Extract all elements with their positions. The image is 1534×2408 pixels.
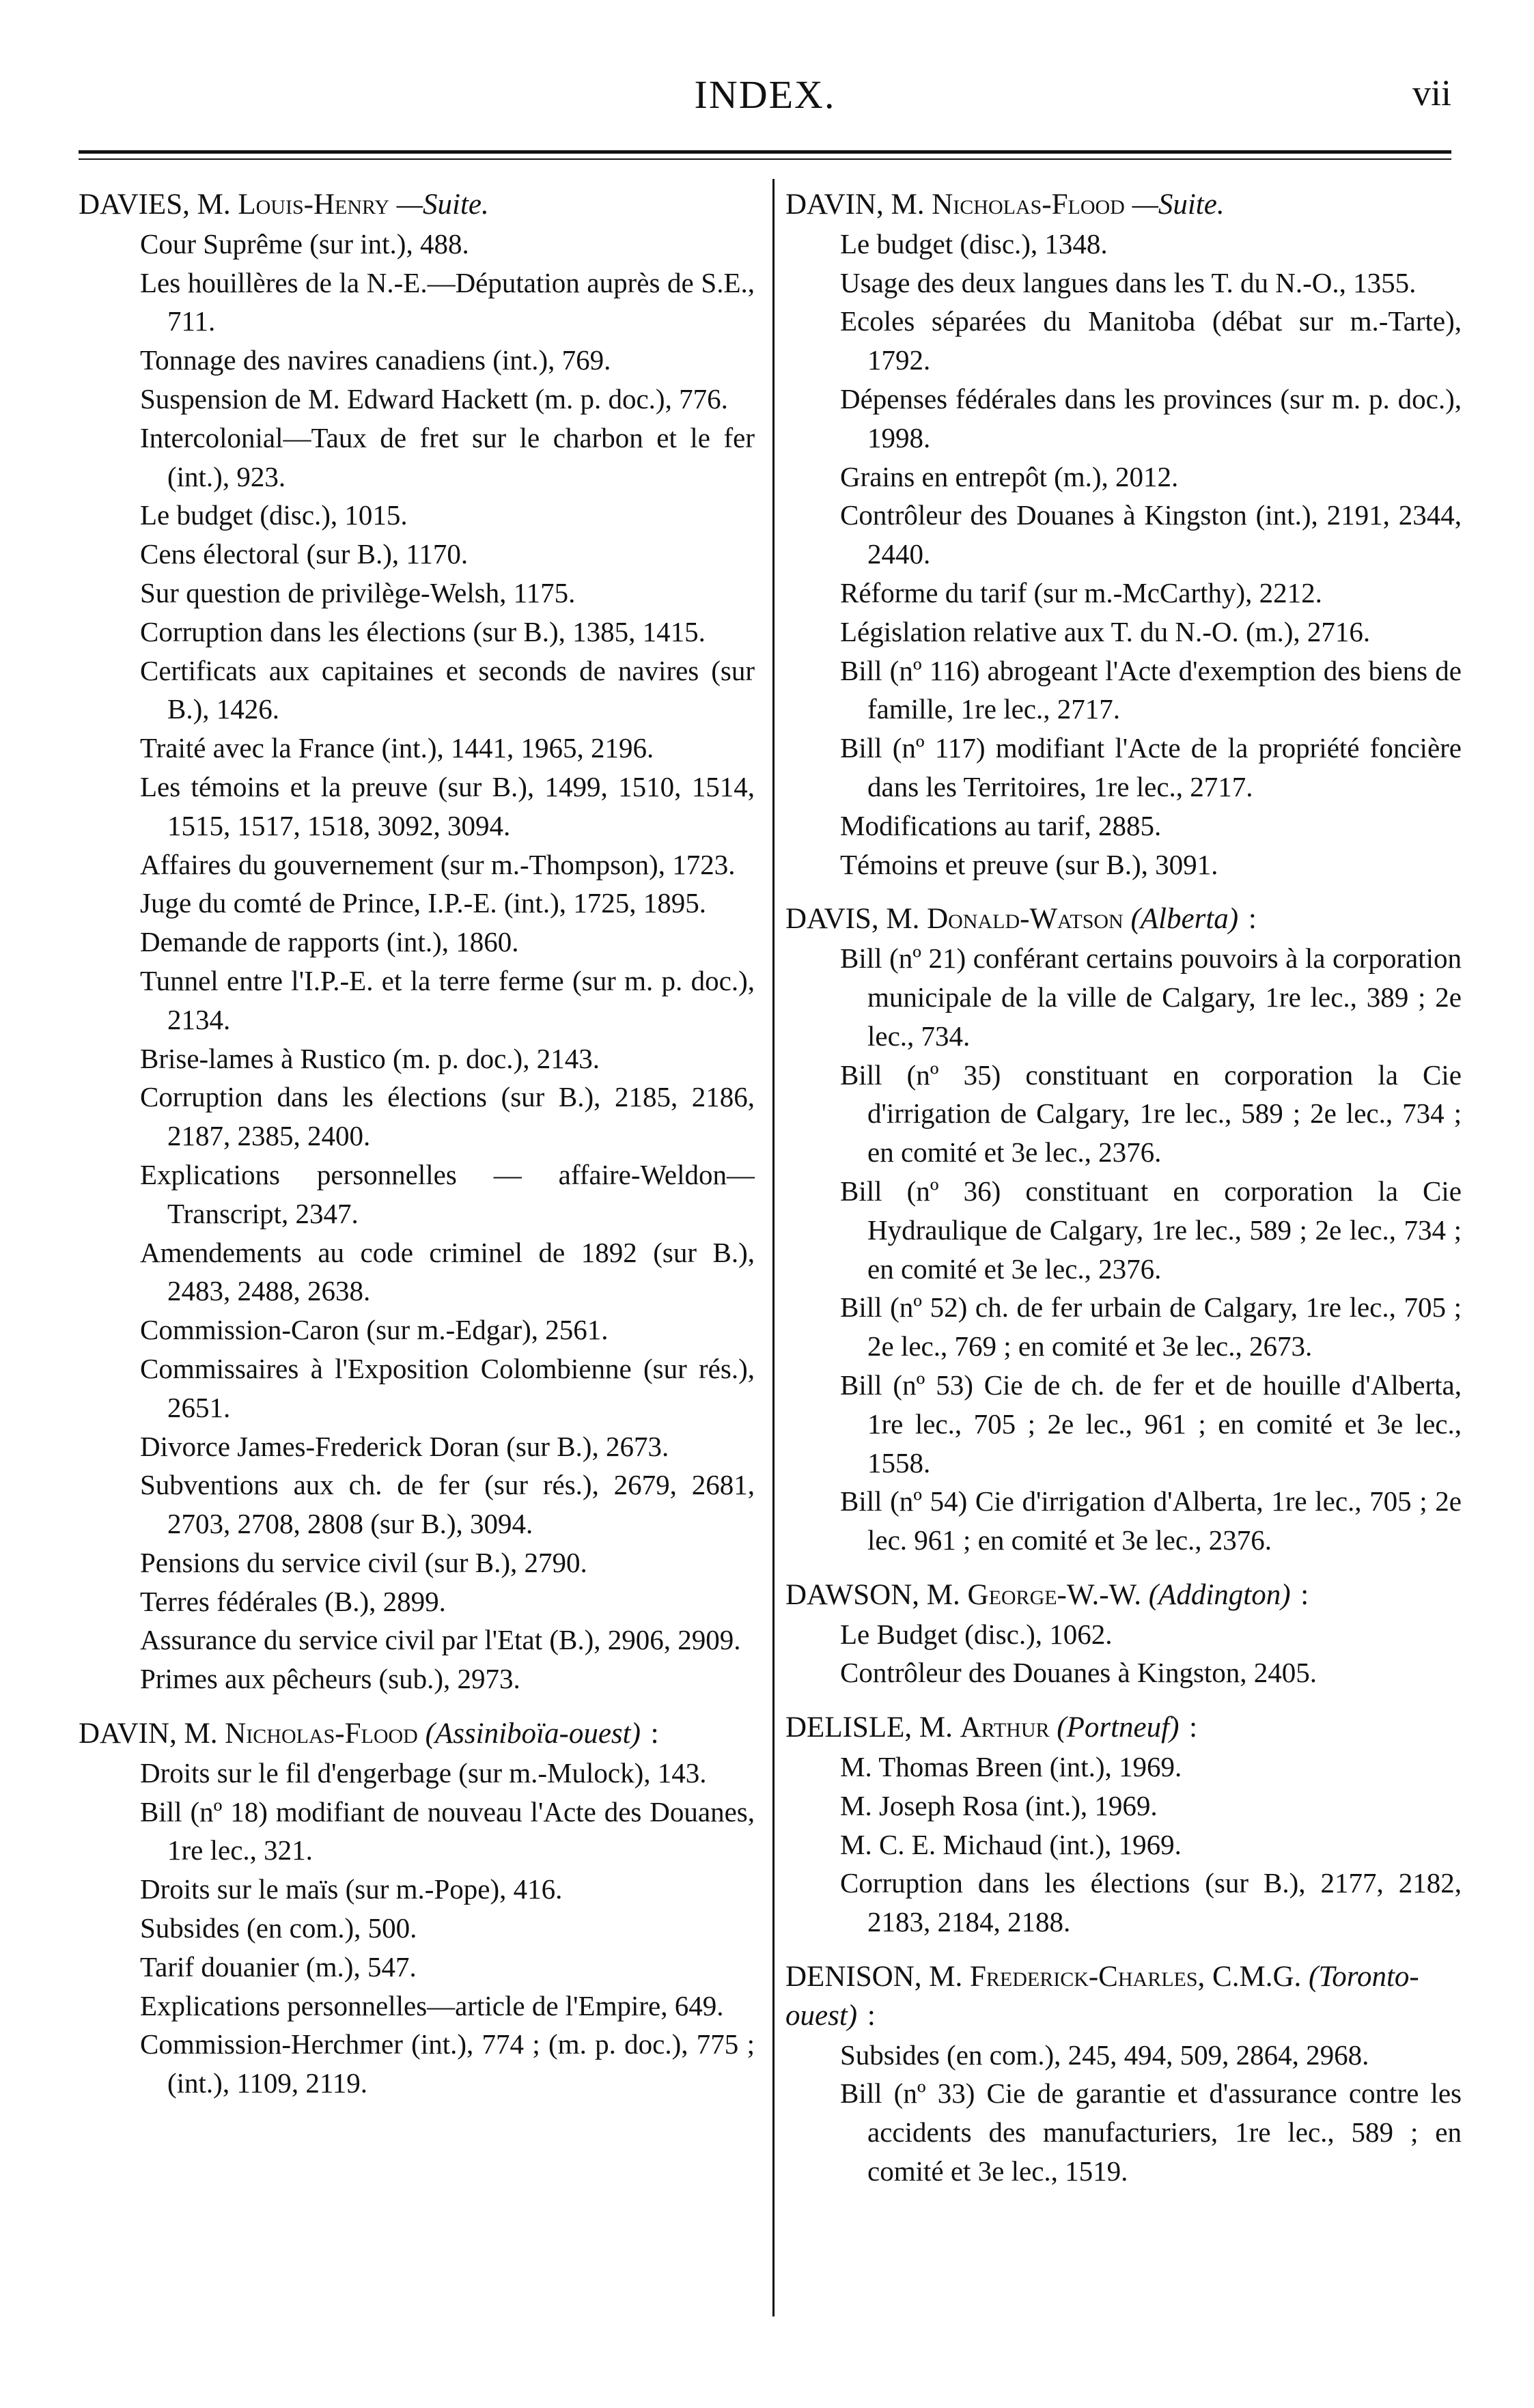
index-entry: Législation relative aux T. du N.-O. (m.), 2716. (840, 615, 1371, 647)
index-entry: Terres fédérales (B.), 2899. (140, 1585, 446, 1617)
index-entry: Tonnage des navires canadiens (int.), 769. (140, 344, 611, 376)
page-title: INDEX. (694, 72, 836, 117)
index-entry: Bill (nº 116) abrogeant l'Acte d'exemption des biens de famille, 1re lec., 2717. (840, 654, 1462, 725)
member-riding: (Toronto-ouest) (785, 1961, 1419, 2032)
member-heading (785, 1576, 1462, 1615)
index-entry: Amendements au code criminel de 1892 (sur B.), 2483, 2488, 2638. (140, 1236, 755, 1307)
index-entry: M. Joseph Rosa (int.), 1969. (840, 1789, 1158, 1821)
index-entry: Certificats aux capitaines et seconds de navires (sur B.), 1426. (140, 654, 755, 725)
index-entry: Suspension de M. Edward Hackett (m. p. doc.), 776. (140, 382, 728, 415)
index-entry: Tarif douanier (m.), 547. (140, 1950, 417, 1983)
index-entry: Droits sur le fil d'engerbage (sur m.-Mulock), 143. (140, 1756, 707, 1789)
member-riding: (Addington) (1148, 1578, 1291, 1611)
member-surname: DAVIS, M. (785, 903, 920, 936)
index-entry: Contrôleur des Douanes à Kingston, 2405. (840, 1657, 1317, 1689)
index-entry: Affaires du gouvernement (sur m.-Thompson), 1723. (140, 848, 736, 880)
index-entry: Droits sur le maïs (sur m.-Pope), 416. (140, 1873, 563, 1905)
member-given-name: Frederick-Charles, (969, 1961, 1205, 1993)
member-riding: (Portneuf) (1057, 1711, 1180, 1744)
index-entry: Bill (nº 36) constituant en corporation la Cie Hydraulique de Calgary, 1re lec., 589 ; 2e lec., 734 ; en comité et 3e lec., 2376. (840, 1175, 1462, 1285)
index-entry: M. C. E. Michaud (int.), 1969. (840, 1828, 1182, 1860)
member-heading (79, 186, 755, 225)
index-entry: Contrôleur des Douanes à Kingston (int.), 2191, 2344, 2440. (840, 499, 1462, 570)
index-entry: Subsides (en com.), 245, 494, 509, 2864, 2968. (840, 2039, 1369, 2071)
index-entry: Corruption dans les élections (sur B.), 2177, 2182, 2183, 2184, 2188. (840, 1867, 1462, 1938)
member-heading (785, 1709, 1462, 1748)
member-given-name: Arthur (960, 1711, 1050, 1744)
index-entry: Le budget (disc.), 1015. (140, 499, 408, 531)
index-entry: Le Budget (disc.), 1062. (840, 1618, 1113, 1650)
index-entry: Divorce James-Frederick Doran (sur B.), 2673. (140, 1430, 669, 1462)
heading-colon: : (1189, 1711, 1198, 1744)
index-entry: Tunnel entre l'I.P.-E. et la terre ferme (sur m. p. doc.), 2134. (140, 964, 755, 1035)
index-entry: Réforme du tarif (sur m.-McCarthy), 2212. (840, 576, 1322, 608)
index-entry: Usage des deux langues dans les T. du N.-O., 1355. (840, 266, 1417, 298)
heading-colon: : (1248, 903, 1257, 936)
index-entry: Explications personnelles—article de l'Empire, 649. (140, 1989, 724, 2021)
member-heading (785, 186, 1462, 225)
index-entry: Le budget (disc.), 1348. (840, 227, 1108, 260)
member-surname: DAVIN, M. (79, 1718, 218, 1750)
member-given-name: George-W.-W. (967, 1578, 1141, 1611)
index-entry: Brise-lames à Rustico (m. p. doc.), 2143. (140, 1042, 600, 1074)
index-entry: Bill (nº 53) Cie de ch. de fer et de houille d'Alberta, 1re lec., 705 ; 2e lec., 961 ; en comité et 3e lec., 1558. (840, 1369, 1462, 1479)
member-riding: (Assiniboïa-ouest) (425, 1718, 641, 1750)
index-entry: Bill (nº 18) modifiant de nouveau l'Acte des Douanes, 1re lec., 321. (140, 1795, 755, 1866)
member-given-name: Louis-Henry (238, 188, 390, 221)
index-entry: Commission-Caron (sur m.-Edgar), 2561. (140, 1314, 609, 1346)
index-entry: Dépenses fédérales dans les provinces (sur m. p. doc.), 1998. (840, 382, 1462, 453)
member-surname: DELISLE, M. (785, 1711, 953, 1744)
index-entry: Subventions aux ch. de fer (sur rés.), 2679, 2681, 2703, 2708, 2808 (sur B.), 3094. (140, 1469, 755, 1540)
member-given-name: Nicholas-Flood (932, 188, 1125, 221)
index-entry: Bill (nº 54) Cie d'irrigation d'Alberta, 1re lec., 705 ; 2e lec. 961 ; en comité et 3e lec., 2376. (840, 1485, 1462, 1556)
member-surname: DAWSON, M. (785, 1578, 960, 1611)
index-entry: Les houillères de la N.-E.—Députation auprès de S.E., 711. (140, 266, 755, 337)
index-entry: Juge du comté de Prince, I.P.-E. (int.), 1725, 1895. (140, 887, 706, 919)
member-heading (79, 1715, 755, 1754)
index-entry: Bill (nº 21) conférant certains pouvoirs à la corporation municipale de la ville de Calgary, 1re lec., 389 ; 2e lec., 734. (840, 942, 1462, 1052)
index-entry: Cour Suprême (sur int.), 488. (140, 227, 469, 260)
index-entry: Intercolonial—Taux de fret sur le charbon et le fer (int.), 923. (140, 421, 755, 492)
member-riding: (Alberta) (1130, 903, 1239, 936)
heading-colon: : (867, 1999, 876, 2032)
index-entry: Cens électoral (sur B.), 1170. (140, 538, 469, 570)
left-column (79, 186, 755, 2103)
index-entry: Assurance du service civil par l'Etat (B.), 2906, 2909. (140, 1624, 741, 1656)
index-entry: Ecoles séparées du Manitoba (débat sur m.-Tarte), 1792. (840, 305, 1462, 376)
member-given-name: Donald-Watson (927, 903, 1124, 936)
header-rule-thin (79, 158, 1451, 160)
index-entry: Modifications au tarif, 2885. (840, 809, 1162, 841)
index-entry: Primes aux pêcheurs (sub.), 2973. (140, 1663, 520, 1695)
index-entry: Grains en entrepôt (m.), 2012. (840, 460, 1179, 492)
index-entry: Commissaires à l'Exposition Colombienne (sur rés.), 2651. (140, 1352, 755, 1423)
index-entry: Bill (nº 33) Cie de garantie et d'assurance contre les accidents des manufacturiers, 1re lec., 589 ; en comité et 3e lec., 1519. (840, 2077, 1462, 2187)
page-header (79, 65, 1451, 126)
index-entry: Commission-Herchmer (int.), 774 ; (m. p. doc.), 775 ; (int.), 1109, 2119. (140, 2028, 755, 2099)
member-surname: DENISON, M. (785, 1961, 963, 1993)
page-number: vii (1412, 72, 1451, 113)
index-entry: Corruption dans les élections (sur B.), 1385, 1415. (140, 615, 706, 647)
index-entry: Bill (nº 35) constituant en corporation la Cie d'irrigation de Calgary, 1re lec., 589 ; 2e lec., 734 ; en comité et 3e lec., 2376. (840, 1059, 1462, 1168)
member-surname: DAVIN, M. (785, 188, 925, 221)
member-suite: —Suite. (1132, 188, 1225, 221)
index-entry: Les témoins et la preuve (sur B.), 1499, 1510, 1514, 1515, 1517, 1518, 3092, 3094. (140, 770, 755, 841)
member-heading (785, 900, 1462, 939)
member-heading (785, 1958, 1462, 2036)
member-title: C.M.G. (1212, 1961, 1302, 1993)
heading-colon: : (1300, 1578, 1309, 1611)
index-entry: Bill (nº 52) ch. de fer urbain de Calgary, 1re lec., 705 ; 2e lec., 769 ; en comité et 3e lec., 2673. (840, 1291, 1462, 1362)
header-rule-thick (79, 150, 1451, 154)
right-column (785, 186, 1462, 2191)
index-entry: Explications personnelles — affaire-Weldon—Transcript, 2347. (140, 1158, 755, 1229)
index-entry: Subsides (en com.), 500. (140, 1912, 417, 1944)
member-given-name: Nicholas-Flood (225, 1718, 418, 1750)
member-suite: —Suite. (396, 188, 489, 221)
index-entry: Corruption dans les élections (sur B.), 2185, 2186, 2187, 2385, 2400. (140, 1081, 755, 1152)
index-entry: Pensions du service civil (sur B.), 2790. (140, 1546, 587, 1578)
index-entry: Demande de rapports (int.), 1860. (140, 926, 519, 958)
index-entry: Bill (nº 117) modifiant l'Acte de la propriété foncière dans les Territoires, 1re lec., 2717. (840, 732, 1462, 802)
index-entry: Sur question de privilège-Welsh, 1175. (140, 576, 576, 608)
index-entry: Témoins et preuve (sur B.), 3091. (840, 848, 1218, 880)
heading-colon: : (650, 1718, 659, 1750)
member-surname: DAVIES, M. (79, 188, 231, 221)
column-divider (772, 179, 775, 2316)
index-entry: Traité avec la France (int.), 1441, 1965, 2196. (140, 732, 654, 764)
index-entry: M. Thomas Breen (int.), 1969. (840, 1751, 1182, 1783)
